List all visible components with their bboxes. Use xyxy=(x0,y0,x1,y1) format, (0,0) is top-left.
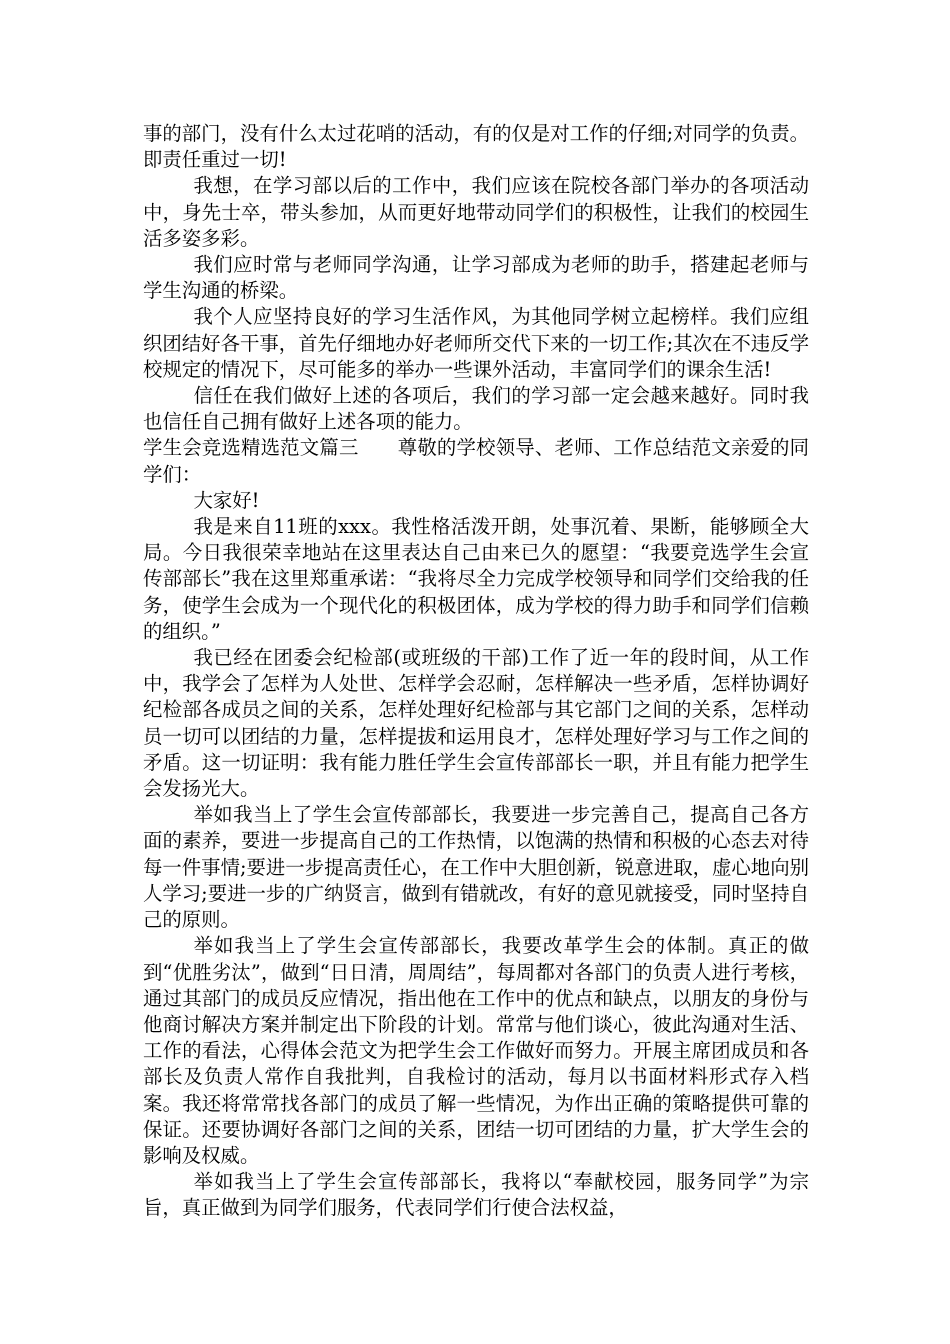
paragraph: 举如我当上了学生会宣传部部长，我要改革学生会的体制。真正的做到“优胜劣汰”，做到“日日清，周周结”，每周都对各部门的负责人进行考核，通过其部门的成员反应情况，指出他在工作中的优点和缺点，以朋友的身份与他商讨解决方案并制定出下阶段的计划。常常与他们谈心，彼此沟通对生活、工作的看法，心得体会范文为把学生会工作做好而努力。开展主席团成员和各部长及负责人常作自我批判，自我检讨的活动，每月以书面材料形式存入档案。我还将常常找各部门的成员了解一些情况，为作出正确的策略提供可靠的保证。还要协调好各部门之间的关系，团结一切可团结的力量，扩大学生会的影响及权威。 xyxy=(143,934,809,1167)
paragraph: 我想，在学习部以后的工作中，我们应该在院校各部门举办的各项活动中，身先士卒，带头参加，从而更好地带动同学们的积极性，让我们的校园生活多姿多彩。 xyxy=(143,174,809,250)
paragraph: 信任在我们做好上述的各项后，我们的学习部一定会越来越好。同时我也信任自己拥有做好上述各项的能力。 xyxy=(143,384,809,434)
greeting: 大家好! xyxy=(193,488,260,512)
document-body xyxy=(143,121,809,1222)
section-heading: 学生会竞选精选范文篇三 尊敬的学校领导、老师、工作总结范文亲爱的同学们： xyxy=(143,436,809,486)
paragraph: 我已经在团委会纪检部(或班级的干部)工作了近一年的段时间，从工作中，我学会了怎样为人处世、怎样学会忍耐，怎样解决一些矛盾，怎样协调好纪检部各成员之间的关系，怎样处理好纪检部与其它部门之间的关系，怎样动员一切可以团结的力量，怎样提拔和运用良才，怎样处理好学习与工作之间的矛盾。这一切证明：我有能力胜任学生会宣传部部长一职，并且有能力把学生会发扬光大。 xyxy=(143,646,809,801)
paragraph: 我是来自11班的xxx。我性格活泼开朗，处事沉着、果断，能够顾全大局。今日我很荣幸地站在这里表达自己由来已久的愿望：“我要竞选学生会宣传部部长”我在这里郑重承诺：“我将尽全力完成学校领导和同学们交给我的任务，使学生会成为一个现代化的积极团体，成为学校的得力助手和同学们信赖的组织。” xyxy=(143,515,809,643)
paragraph: 我们应时常与老师同学沟通，让学习部成为老师的助手，搭建起老师与学生沟通的桥梁。 xyxy=(143,253,809,303)
paragraph: 举如我当上了学生会宣传部部长，我将以“奉献校园，服务同学”为宗旨，真正做到为同学们服务，代表同学们行使合法权益， xyxy=(143,1170,809,1220)
paragraph: 我个人应坚持良好的学习生活作风，为其他同学树立起榜样。我们应组织团结好各干事，首先仔细地办好老师所交代下来的一切工作;其次在不违反学校规定的情况下，尽可能多的举办一些课外活动，丰富同学们的课余生活! xyxy=(143,305,809,381)
paragraph-continuation: 事的部门，没有什么太过花哨的活动，有的仅是对工作的仔细;对同学的负责。即责任重过一切! xyxy=(143,122,809,172)
paragraph: 举如我当上了学生会宣传部部长，我要进一步完善自己，提高自己各方面的素养，要进一步提高自己的工作热情，以饱满的热情和积极的心态去对待每一件事情;要进一步提高责任心，在工作中大胆创新，锐意进取，虚心地向别人学习;要进一步的广纳贤言，做到有错就改，有好的意见就接受，同时坚持自己的原则。 xyxy=(143,803,809,932)
